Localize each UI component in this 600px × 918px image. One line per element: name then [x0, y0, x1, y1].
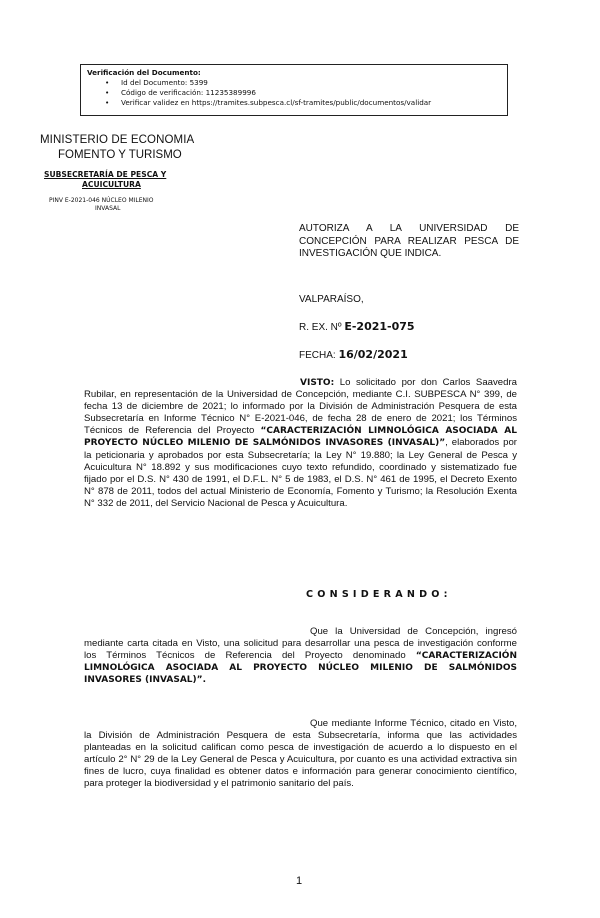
resolution-summary: AUTORIZA A LA UNIVERSIDAD DE CONCEPCIÓN PARA REALIZAR PESCA DE INVESTIGACIÓN QUE INDICA.: [299, 223, 519, 259]
verification-title: Verificación del Documento:: [87, 68, 201, 77]
considerando-paragraph-1: [84, 626, 517, 686]
resolution-date: [299, 348, 408, 361]
resolution-number: [299, 320, 415, 333]
resolution-value: E-2021-075: [344, 320, 415, 333]
ministry-line2: FOMENTO Y TURISMO: [58, 149, 182, 161]
subsecretaria-line2: ACUICULTURA: [82, 180, 141, 189]
visto-label: VISTO:: [300, 378, 335, 388]
considerando-heading: CONSIDERANDO:: [306, 589, 452, 600]
verification-list: [87, 78, 507, 108]
verification-item-url: • Verificar validez en https://tramites.subpesca.cl/sf-tramites/public/documentos/validar: [105, 98, 507, 108]
subsecretaria-heading: [44, 170, 214, 190]
reference-line1: PINV E-2021-046 NÚCLEO MILENIO: [49, 197, 154, 204]
reference-line2: INVASAL: [95, 205, 121, 212]
verification-box: [80, 64, 508, 116]
c1-project-title: “CARACTERIZACIÓN LIMNOLÓGICA ASOCIADA AL PROYECTO NÚCLEO MILENIO DE SALMÓNIDOS INVASORES (INVASAL)”: [84, 651, 517, 686]
c1-end: .: [202, 675, 206, 686]
visto-text-2: , elaborados por la peticionaria y aprobados por esta Subsecretaría; la Ley N° 19.880; la Ley General de Pesca y Acuicultura N° 18.892 y sus modificaciones cuyo texto refundido, coordinado y sistematizado fue fijado por el D.S. N° 430 de 1991, el D.F.L. N° 5 de 1983, el D.S. N° 461 de 1995, el Decreto Exento N° 878 de 2011, todos del actual Ministerio de Economía, Fomento y Turismo; la Resolución Exenta N° 332 de 2011, del Servicio Nacional de Pesca y Acuicultura.: [84, 437, 517, 509]
subsecretaria-line1: SUBSECRETARÍA DE PESCA Y: [44, 170, 167, 179]
visto-paragraph: [84, 377, 517, 510]
place: VALPARAÍSO,: [299, 294, 364, 305]
reference-code: [49, 197, 154, 213]
verification-item-id: • Id del Documento: 5399: [105, 78, 507, 88]
visto-project-title: “CARACTERIZACIÓN LIMNOLÓGICA ASOCIADA AL PROYECTO NÚCLEO MILENIO DE SALMÓNIDOS INVASORES (INVASAL)”: [84, 426, 518, 449]
verification-item-code: • Código de verificación: 11235389996: [105, 88, 507, 98]
date-value: 16/02/2021: [338, 348, 408, 361]
considerando-paragraph-2: Que mediante Informe Técnico, citado en Visto, la División de Administración Pesquera de esta Subsecretaría, informa que las actividades planteadas en la solicitud califican como pesca de investigación de acuerdo a lo dispuesto en el artículo 2° N° 29 de la Ley General de Pesca y Acuicultura, por cuanto es una actividad extractiva sin fines de lucro, cuya finalidad es obtener datos e información para generar conocimiento científico, para proteger la biodiversidad y el patrimonio sanitario del país.: [84, 718, 517, 790]
date-label: FECHA:: [299, 350, 336, 361]
visto-text-1: Lo solicitado por don Carlos Saavedra Rubilar, en representación de la Universidad de Concepción, mediante C.I. SUBPESCA N° 399, de fecha 13 de diciembre de 2021; lo informado por la División de Administración Pesquera de esta Subsecretaría en Informe Técnico N° E-2021-046, de fecha 28 de enero de 2021; los Términos Técnicos de Referencia del Proyecto: [84, 377, 517, 437]
c1-text: Que la Universidad de Concepción, ingresó mediante carta citada en Visto, una solicitud para desarrollar una pesca de investigación conforme los Términos Técnicos de Referencia del Proyecto denominado: [84, 626, 517, 662]
ministry-line1: MINISTERIO DE ECONOMIA: [40, 134, 195, 146]
resolution-label: R. EX. Nº: [299, 322, 342, 333]
page-number: 1: [296, 875, 303, 887]
